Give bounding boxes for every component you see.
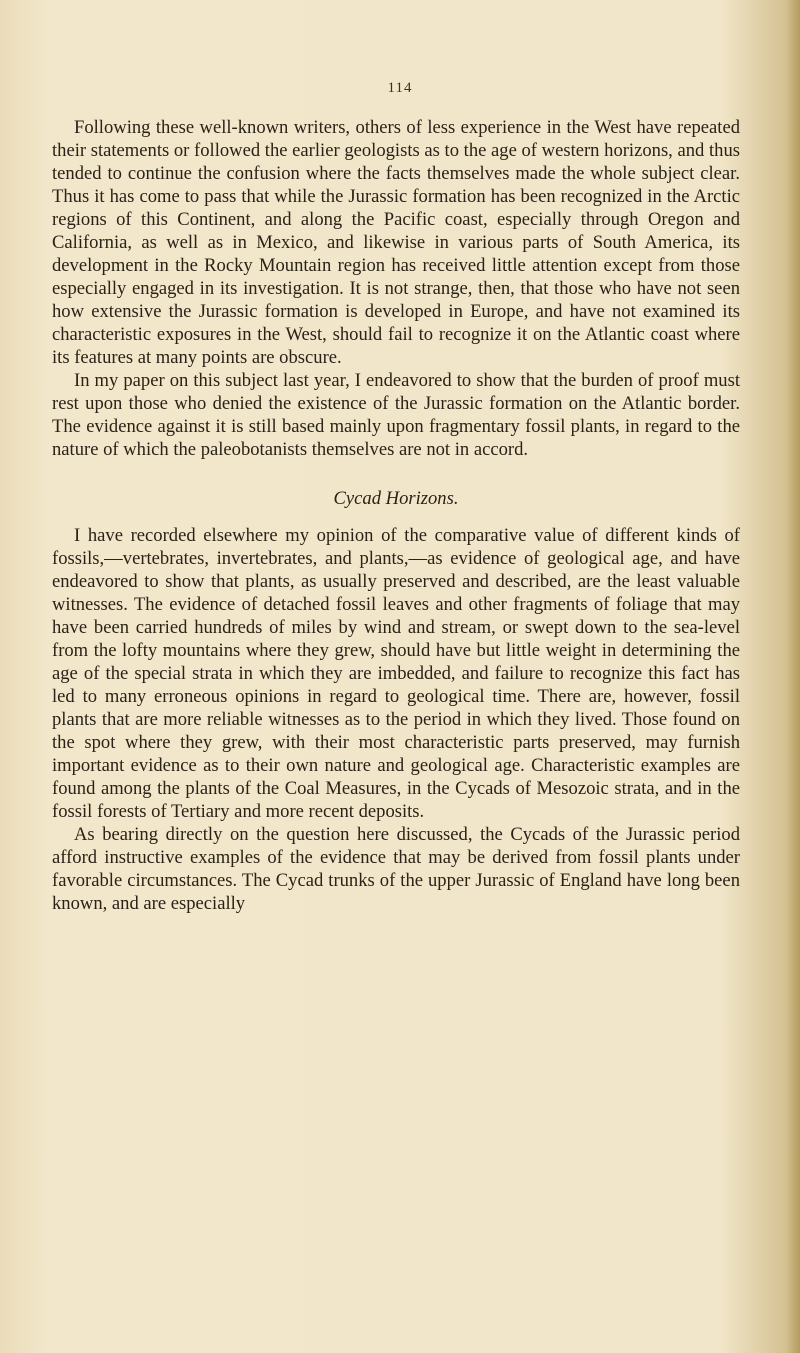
section-heading: Cycad Horizons.	[333, 488, 459, 509]
paragraph-2: In my paper on this subject last year, I endeavored to show that the burden of proof must rest upon those who denied the existence of the Jurassic formation on the Atlantic border. The evidence against it is still based mainly upon fragmentary fossil plants, in regard to the nature of which the paleobotanists themselves are not in accord.	[52, 370, 740, 460]
page-number: 114	[387, 80, 413, 96]
paragraph-4: As bearing directly on the question here discussed, the Cycads of the Jurassic period afford instructive examples of the evidence that may be derived from fossil plants under favorable circumstances. The Cycad trunks of the upper Jurassic of England have long been known, and are especially	[52, 824, 740, 914]
paragraph-1: Following these well-known writers, others of less experience in the West have repeated their statements or followed the earlier geologists as to the age of western horizons, and thus tended to continue the confusion where the facts themselves made the whole subject clear. Thus it has come to pass that while the Jurassic formation has been recognized in the Arctic regions of this Continent, and along the Pacific coast, especially through Oregon and California, as well as in Mexico, and likewise in various parts of South America, its development in the Rocky Mountain region has received little attention except from those especially engaged in its investigation. It is not strange, then, that those who have not seen how extensive the Jurassic formation is developed in Europe, and have not examined its characteristic exposures in the West, should fail to recognize it on the Atlantic coast where its features at many points are obscure.	[52, 117, 740, 368]
body-text	[52, 116, 740, 915]
page-edge-shadow	[786, 0, 800, 1353]
paragraph-3: I have recorded elsewhere my opinion of the comparative value of different kinds of fossils,—vertebrates, invertebrates, and plants,—as evidence of geological age, and have endeavored to show that plants, as usually preserved and described, are the least valuable witnesses. The evidence of detached fossil leaves and other fragments of foliage that may have been carried hundreds of miles by wind and stream, or swept down to the sea-level from the lofty mountains where they grew, should have but little weight in determining the age of the special strata in which they are imbedded, and failure to recognize this fact has led to many erroneous opinions in regard to geological time. There are, however, fossil plants that are more reliable witnesses as to the period in which they lived. Those found on the spot where they grew, with their most characteristic parts preserved, may furnish important evidence as to their own nature and geological age. Characteristic examples are found among the plants of the Coal Measures, in the Cycads of Mesozoic strata, and in the fossil forests of Tertiary and more recent deposits.	[52, 525, 740, 822]
